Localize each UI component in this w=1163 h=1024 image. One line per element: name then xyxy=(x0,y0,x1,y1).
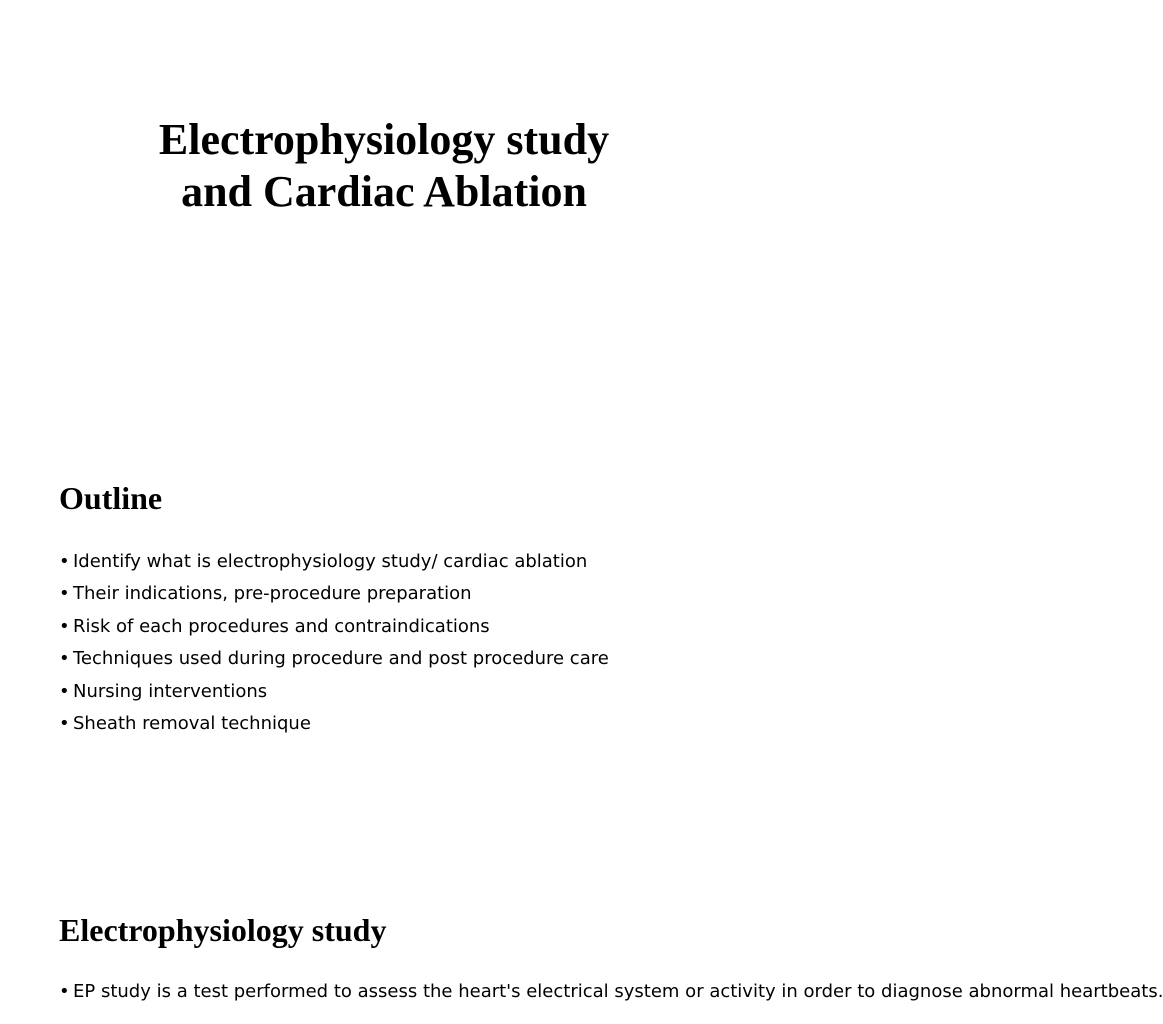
ep-study-bullet-list xyxy=(59,980,1163,1004)
list-item: • EP study is a test performed to assess the heart's electrical system or activity in order to diagnose abnormal heartbeats. xyxy=(59,980,749,1004)
list-item: • Techniques used during procedure and post procedure care xyxy=(59,643,749,675)
presentation-title xyxy=(0,114,768,218)
title-line-2: and Cardiac Ablation xyxy=(181,167,587,216)
list-item: • Identify what is electrophysiology study/ cardiac ablation xyxy=(59,546,749,578)
outline-heading: Outline xyxy=(59,480,163,516)
ep-study-heading: Electrophysiology study xyxy=(59,912,387,948)
list-item: • Nursing interventions xyxy=(59,676,749,708)
list-item: • Sheath removal technique xyxy=(59,708,749,740)
title-slide xyxy=(0,0,768,430)
outline-bullet-list xyxy=(59,546,749,740)
title-line-1: Electrophysiology study xyxy=(158,115,610,164)
list-item: • Their indications, pre-procedure preparation xyxy=(59,578,749,610)
list-item: • Risk of each procedures and contraindications xyxy=(59,611,749,643)
